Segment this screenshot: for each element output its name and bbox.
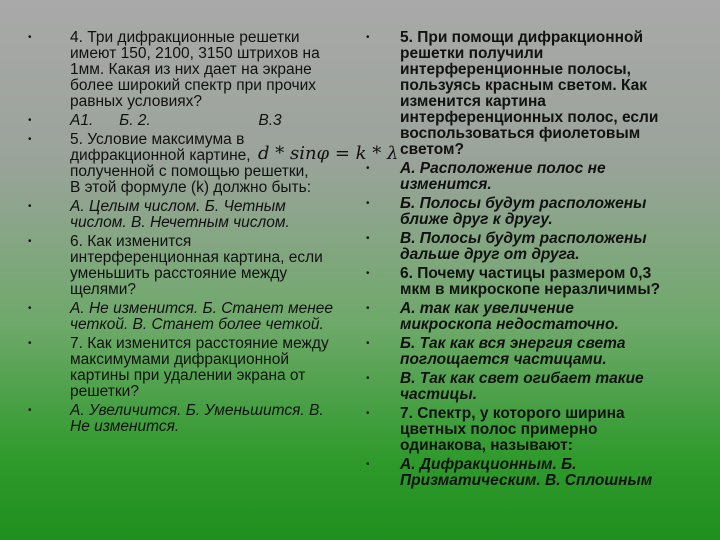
list-item xyxy=(366,336,688,368)
question-line: одинакова, называют: xyxy=(400,437,573,454)
left-column xyxy=(28,30,344,438)
bullet-icon: • xyxy=(366,373,370,384)
answer-line: А. Увеличится. Б. Уменьшится. В. xyxy=(70,402,324,419)
answer-line: А. Дифракционным. Б. xyxy=(400,456,577,473)
question-line: 7. Спектр, у которого ширина xyxy=(400,405,625,422)
bullet-icon: • xyxy=(366,233,370,244)
question-line: картины при удалении экрана от xyxy=(70,367,306,384)
question-line: воспользоваться фиолетовым xyxy=(400,125,641,142)
question-line: 6. Почему частицы размером 0,3 xyxy=(400,265,652,282)
bullet-icon: • xyxy=(366,32,370,43)
bullet-icon: • xyxy=(366,338,370,349)
list-item xyxy=(28,113,344,129)
bullet-icon: • xyxy=(366,268,370,279)
bullet-icon: • xyxy=(366,408,370,419)
answer-line: изменится. xyxy=(400,176,492,193)
answer-line: А. Расположение полос не xyxy=(400,160,606,177)
list-item xyxy=(366,266,688,298)
list-item xyxy=(366,196,688,228)
answer-line: Б. Так как вся энергия света xyxy=(400,335,626,352)
answer-line: В. Так как свет огибает такие xyxy=(400,370,644,387)
list-item xyxy=(366,301,688,333)
question-line: интерференционная картина, если xyxy=(70,249,323,266)
bullet-icon: • xyxy=(28,405,32,416)
question-line: мкм в микроскопе неразличимы? xyxy=(400,281,661,298)
answer-line: Не изменится. xyxy=(70,418,180,435)
bullet-icon: • xyxy=(28,32,32,43)
question-line: интерференционных полос, если xyxy=(400,109,659,126)
answer-line: поглощается частицами. xyxy=(400,351,607,368)
question-line: интерференционные полосы, xyxy=(400,61,631,78)
question-line: цветных полос примерно xyxy=(400,421,598,438)
list-item xyxy=(366,231,688,263)
answer-line: частицы. xyxy=(400,386,478,403)
question-line: решетки? xyxy=(70,383,139,400)
bullet-icon: • xyxy=(366,198,370,209)
question-line: изменится картина xyxy=(400,93,546,110)
bullet-icon: • xyxy=(366,303,370,314)
answer-text: А1. Б. 2. В.3 xyxy=(70,112,282,129)
answer-line: четкой. В. Станет более четкой. xyxy=(70,316,324,333)
question-line: пользуясь красным светом. Как xyxy=(400,77,648,94)
question-line: 4. Три дифракционные решетки xyxy=(70,29,300,46)
question-line: дифракционной картине, xyxy=(70,147,251,164)
list-item xyxy=(366,30,688,158)
list-item xyxy=(28,199,344,231)
bullet-icon: • xyxy=(28,338,32,349)
question-line: В этой формуле (k) должно быть: xyxy=(70,179,312,196)
bullet-icon: • xyxy=(28,303,32,314)
list-item xyxy=(28,403,344,435)
bullet-icon: • xyxy=(366,163,370,174)
question-line: имеют 150, 2100, 3150 штрихов на xyxy=(70,45,320,62)
answer-line: Б. Полосы будут расположены xyxy=(400,195,647,212)
question-line: 5. При помощи дифракционной xyxy=(400,29,643,46)
answer-line: А. Целым числом. Б. Четным xyxy=(70,198,286,215)
right-column xyxy=(366,30,688,492)
list-item xyxy=(28,132,344,196)
answer-line: А. так как увеличение xyxy=(400,300,574,317)
grating-formula: d * sinφ = k * λ xyxy=(258,143,399,164)
list-item xyxy=(366,371,688,403)
answer-line: В. Полосы будут расположены xyxy=(400,230,647,247)
question-line: щелями? xyxy=(70,281,137,298)
bullet-icon: • xyxy=(28,201,32,212)
list-item xyxy=(366,457,688,489)
answer-line: ближе друг к другу. xyxy=(400,211,553,228)
answer-line: А. Не изменится. Б. Станет менее xyxy=(70,300,333,317)
list-item xyxy=(28,30,344,110)
question-line: более широкий спектр при прочих xyxy=(70,77,316,94)
question-line: равных условиях? xyxy=(70,93,203,110)
list-item xyxy=(28,301,344,333)
bullet-icon: • xyxy=(28,236,32,247)
list-item xyxy=(366,161,688,193)
answer-line: числом. В. Нечетным числом. xyxy=(70,214,290,231)
question-line: решетки получили xyxy=(400,45,544,62)
answer-line: Призматическим. В. Сплошным xyxy=(400,472,653,489)
answer-line: микроскопа недостаточно. xyxy=(400,316,619,333)
question-line: полученной с помощью решетки, xyxy=(70,163,309,180)
question-line: максимумами дифракционной xyxy=(70,351,289,368)
list-item xyxy=(28,336,344,400)
bullet-icon: • xyxy=(366,459,370,470)
bullet-icon: • xyxy=(28,115,32,126)
question-line: светом? xyxy=(400,141,464,158)
list-item xyxy=(366,406,688,454)
list-item xyxy=(28,234,344,298)
answer-line: дальше друг от друга. xyxy=(400,246,580,263)
question-line: 1мм. Какая из них дает на экране xyxy=(70,61,312,78)
question-line: 5. Условие максимума в xyxy=(70,131,245,148)
question-line: 6. Как изменится xyxy=(70,233,192,250)
question-line: уменьшить расстояние между xyxy=(70,265,288,282)
question-line: 7. Как изменится расстояние между xyxy=(70,335,329,352)
bullet-icon: • xyxy=(28,134,32,145)
